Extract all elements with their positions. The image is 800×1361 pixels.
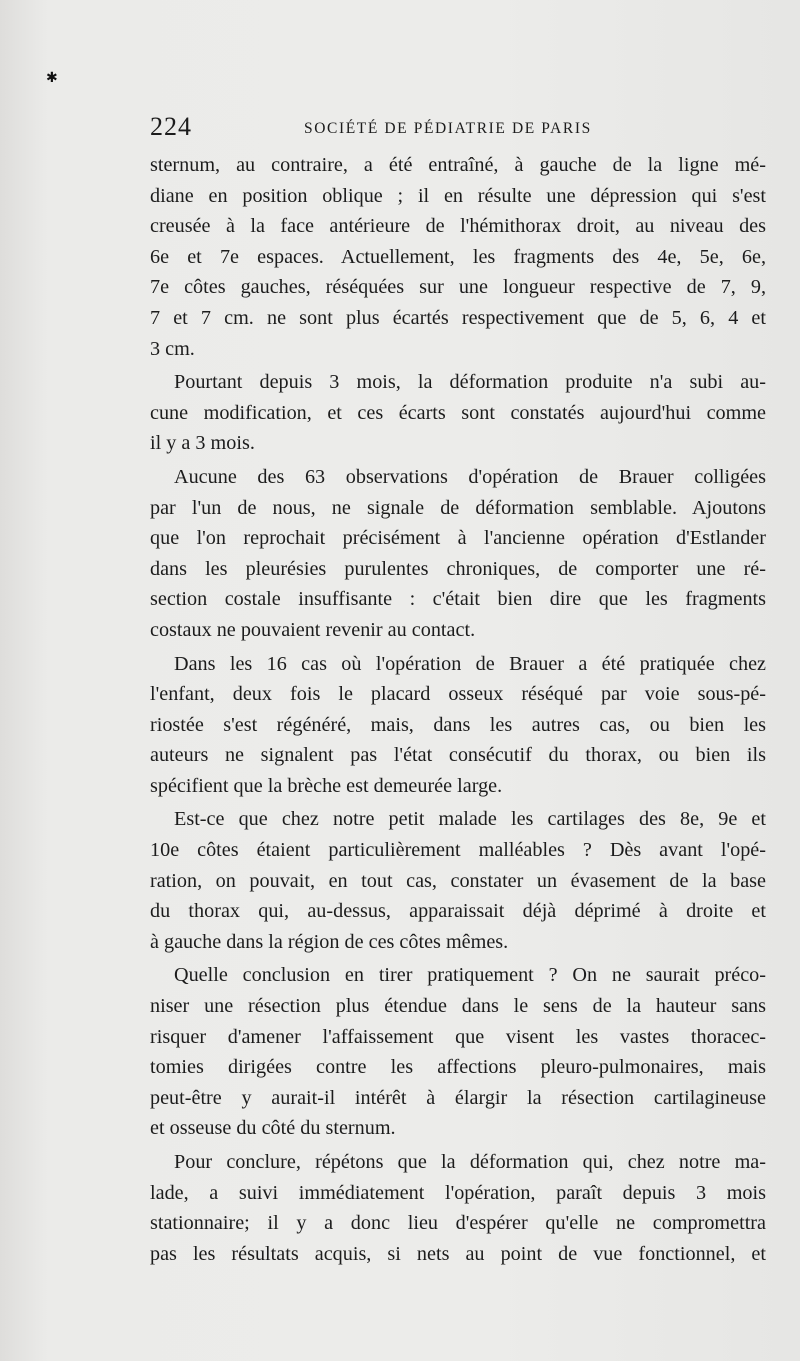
text-line: costaux ne pouvaient revenir au contact.: [150, 618, 476, 641]
text-line: que l'on reprochait précisément à l'ancienne opération d'Estlander: [150, 527, 766, 550]
text-line: cune modification, et ces écarts sont constatés aujourd'hui comme: [150, 401, 766, 424]
text-line: Pourtant depuis 3 mois, la déformation produite n'a subi au-: [174, 371, 766, 394]
text-line: stationnaire; il y a donc lieu d'espérer qu'elle ne compromettra: [150, 1212, 766, 1235]
text-line: niser une résection plus étendue dans le sens de la hauteur sans: [150, 995, 766, 1018]
text-line: diane en position oblique ; il en résulte une dépression qui s'est: [150, 184, 766, 207]
text-line: 6e et 7e espaces. Actuellement, les fragments des 4e, 5e, 6e,: [150, 245, 766, 268]
text-line: Est-ce que chez notre petit malade les cartilages des 8e, 9e et: [174, 808, 766, 831]
text-line: auteurs ne signalent pas l'état consécutif du thorax, ou bien ils: [150, 744, 766, 767]
text-line: 10e côtes étaient particulièrement malléables ? Dès avant l'opé-: [150, 839, 766, 862]
text-line: par l'un de nous, ne signale de déformation semblable. Ajoutons: [150, 496, 766, 519]
text-line: sternum, au contraire, a été entraîné, à gauche de la ligne mé-: [150, 154, 766, 176]
text-line: 7 et 7 cm. ne sont plus écartés respectivement que de 5, 6, 4 et: [150, 306, 766, 329]
text-line: peut-être y aurait-il intérêt à élargir la résection cartilagineuse: [150, 1086, 766, 1109]
text-line: à gauche dans la région de ces côtes mêmes.: [150, 930, 509, 953]
running-title: SOCIÉTÉ DE PÉDIATRIE DE PARIS: [304, 120, 592, 137]
text-line: et osseuse du côté du sternum.: [150, 1117, 396, 1140]
text-line: lade, a suivi immédiatement l'opération, paraît depuis 3 mois: [150, 1181, 766, 1204]
text-line: risquer d'amener l'affaissement que visent les vastes thoracec-: [150, 1025, 766, 1048]
text-line: section costale insuffisante : c'était bien dire que les fragments: [150, 588, 766, 611]
page-header: [150, 112, 766, 146]
ink-speck: ✱: [46, 70, 58, 86]
text-line: Pour conclure, répétons que la déformation qui, chez notre ma-: [174, 1151, 766, 1173]
text-line: du thorax qui, au-dessus, apparaissait déjà déprimé à droite et: [150, 900, 766, 923]
text-line: 7e côtes gauches, réséquées sur une longueur respective de 7, 9,: [150, 276, 766, 299]
text-line: creusée à la face antérieure de l'hémithorax droit, au niveau des: [150, 215, 766, 238]
text-line: ration, on pouvait, en tout cas, constater un évasement de la base: [150, 869, 766, 892]
text-line: dans les pleurésies purulentes chroniques, de comporter une ré-: [150, 557, 766, 580]
text-line: tomies dirigées contre les affections pleuro-pulmonaires, mais: [150, 1056, 766, 1079]
text-line: l'enfant, deux fois le placard osseux réséqué par voie sous-pé-: [150, 683, 766, 706]
text-line: Quelle conclusion en tirer pratiquement ? On ne saurait préco-: [174, 964, 766, 987]
body-text: [150, 150, 766, 1269]
text-line: pas les résultats acquis, si nets au point de vue fonctionnel, et: [150, 1242, 766, 1265]
page-number: 224: [150, 112, 192, 141]
text-line: spécifient que la brèche est demeurée large.: [150, 774, 503, 797]
text-line: Aucune des 63 observations d'opération de Brauer colligées: [174, 465, 766, 488]
text-line: il y a 3 mois.: [150, 432, 255, 455]
text-line: Dans les 16 cas où l'opération de Brauer a été pratiquée chez: [174, 652, 766, 675]
text-line: riostée s'est régénéré, mais, dans les autres cas, ou bien les: [150, 713, 766, 736]
text-line: 3 cm.: [150, 337, 195, 360]
